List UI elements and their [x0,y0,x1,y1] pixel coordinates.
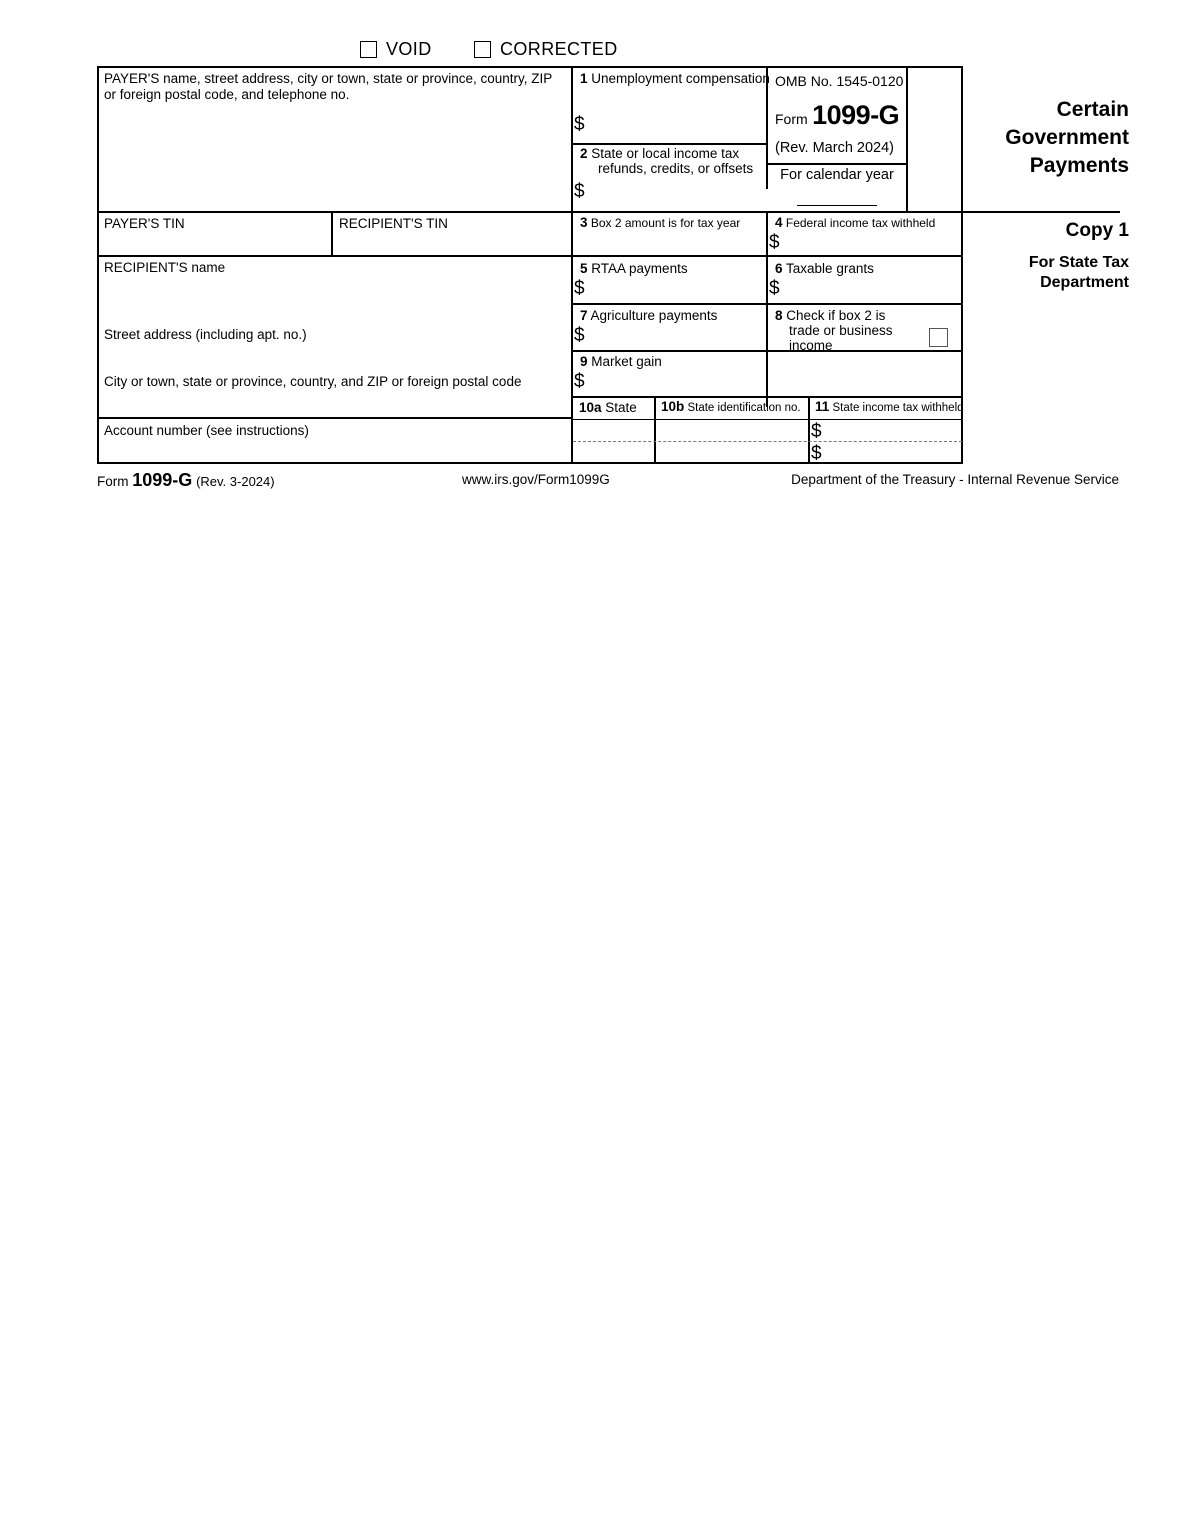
box6-cell[interactable] [775,261,963,276]
box3-label: Box 2 amount is for tax year [590,216,741,230]
box8-number: 8 [775,308,783,323]
box5-label: RTAA payments [591,261,688,276]
box11-number: 11 [815,399,830,414]
corrected-checkbox[interactable] [474,41,491,58]
box1-label: Unemployment compensation [591,71,770,86]
rule-tin-row-bottom [97,255,963,257]
copy-for-line2: Department [1040,274,1129,291]
box10b-value-row1[interactable] [661,422,805,440]
rule-copy-block-top [963,211,1120,213]
box9-amount[interactable] [574,372,585,392]
top-checkbox-row [360,40,680,66]
rule-box9-bottom [571,396,963,398]
rule-box11-label-bottom [808,419,963,420]
tin-divider-rule [331,211,333,255]
recipient-city-cell[interactable] [104,374,574,389]
account-number-label: Account number (see instructions) [104,423,309,438]
box8-cell[interactable] [775,308,925,353]
box10a-value-row2[interactable] [579,444,651,462]
footer-url[interactable]: www.irs.gov/Form1099G [462,472,610,487]
corrected-label: CORRECTED [500,39,618,59]
box11-label: State income tax withheld [832,402,964,414]
void-checkbox[interactable] [360,41,377,58]
calendar-year-cell[interactable] [768,167,906,206]
box10b-value-row2[interactable] [661,444,805,462]
box6-number: 6 [775,261,783,276]
box11-amount-row1[interactable] [811,422,822,442]
box2-currency-symbol: $ [574,181,585,202]
box8-label-line2: trade or business [789,323,893,338]
box9-label: Market gain [591,354,662,369]
footer-agency: Department of the Treasury - Internal Revenue Service [791,472,1119,487]
box9-currency-symbol: $ [574,371,585,392]
form-title-line1: Certain [1056,98,1129,121]
box1-number: 1 [580,71,588,86]
rule-omb-calendar [766,163,908,165]
box4-amount[interactable] [769,233,780,253]
void-checkbox-group[interactable] [360,40,432,58]
omb-number: OMB No. 1545-0120 [775,73,904,89]
footer-form-number: 1099-G [132,470,193,490]
box8-label-line1: Check if box 2 is [786,308,886,323]
form-footer [97,470,1119,490]
box11-currency-symbol-row1: $ [811,421,822,442]
box1-amount[interactable] [574,115,585,135]
copy-designation-block [1029,219,1129,293]
footer-form-revision: (Rev. 3-2024) [196,474,275,489]
box10b-number: 10b [661,399,685,414]
box2-number: 2 [580,146,588,161]
rule-tin-row-top [97,211,963,213]
rule-box1-box2 [571,143,768,145]
box8-checkbox[interactable] [929,328,948,347]
footer-form-word: Form [97,474,129,489]
payer-tin-label: PAYER'S TIN [104,216,185,231]
rule-box56-bottom [571,303,963,305]
state-row-dashed-separator [573,441,962,442]
form-number: 1099-G [812,100,900,130]
column-rule-left [571,66,573,464]
payer-caption-line2: or foreign postal code, and telephone no. [104,86,350,102]
form-word: Form [775,111,808,127]
box2-cell[interactable] [580,146,766,176]
recipient-tin-label: RECIPIENT'S TIN [339,216,448,231]
box6-label: Taxable grants [786,261,874,276]
box1-currency-symbol: $ [574,114,585,135]
box5-currency-symbol: $ [574,278,585,299]
void-label: VOID [386,39,432,59]
box9-cell[interactable] [580,354,766,369]
omb-right-rule [906,66,908,211]
box1-cell[interactable] [580,71,770,86]
box9-number: 9 [580,354,588,369]
account-number-cell[interactable] [104,423,564,438]
box9-blank-cell [768,354,963,396]
box10b-label: State identification no. [687,402,801,414]
payer-caption-line1: PAYER'S name, street address, city or town, state or province, country, ZIP [104,71,553,86]
payer-tin-cell[interactable] [104,216,324,231]
box4-cell[interactable] [775,216,963,230]
form-number-row [775,100,905,131]
form-title-line3: Payments [1029,154,1129,177]
box7-currency-symbol: $ [574,325,585,346]
box8-label-line3: income [789,338,833,353]
payer-name-address-cell[interactable] [104,71,564,102]
box10b-cell[interactable] [661,400,809,415]
box10a-value-row1[interactable] [579,422,651,440]
calendar-year-underline [797,205,877,206]
box11-amount-row2[interactable] [811,444,822,464]
footer-form-id [97,470,275,491]
box10a-cell[interactable] [579,400,653,415]
copy-label: Copy 1 [1065,220,1129,241]
box5-cell[interactable] [580,261,766,276]
box5-number: 5 [580,261,588,276]
box2-amount[interactable] [574,182,585,202]
box6-amount[interactable] [769,279,780,299]
recipient-street-label: Street address (including apt. no.) [104,327,307,342]
box5-amount[interactable] [574,279,585,299]
form-revision-row [775,139,905,157]
form-revision: (Rev. March 2024) [775,140,894,156]
state-10a-10b-rule [654,396,656,464]
box2-label-line2: refunds, credits, or offsets [598,161,754,176]
copy-for-line1: For State Tax [1028,254,1129,271]
rule-account-top [97,417,573,419]
box3-number: 3 [580,215,588,230]
box3-cell[interactable] [580,216,766,230]
corrected-checkbox-group[interactable] [474,40,618,58]
box2-label-line1: State or local income tax [591,146,740,161]
box11-cell[interactable] [815,400,965,415]
box10a-label: State [605,400,637,415]
recipient-street-cell[interactable] [104,327,564,342]
rule-state-label-bottom [573,419,808,420]
box6-currency-symbol: $ [769,278,780,299]
form-title-line2: Government [1005,126,1129,149]
box4-currency-symbol: $ [769,232,780,253]
form-title-block [1005,96,1129,180]
recipient-tin-cell[interactable] [339,216,559,231]
box7-label: Agriculture payments [590,308,718,323]
box4-label: Federal income tax withheld [785,216,936,230]
box7-amount[interactable] [574,326,585,346]
recipient-name-label: RECIPIENT'S name [104,260,226,275]
calendar-year-label: For calendar year [780,167,894,183]
recipient-city-label: City or town, state or province, country, and ZIP or foreign postal code [104,374,522,389]
box7-number: 7 [580,308,588,323]
omb-number-row [775,73,905,90]
box4-number: 4 [775,215,783,230]
box10a-number: 10a [579,400,602,415]
recipient-name-cell[interactable] [104,260,564,275]
box11-currency-symbol-row2: $ [811,443,822,464]
box7-cell[interactable] [580,308,766,323]
